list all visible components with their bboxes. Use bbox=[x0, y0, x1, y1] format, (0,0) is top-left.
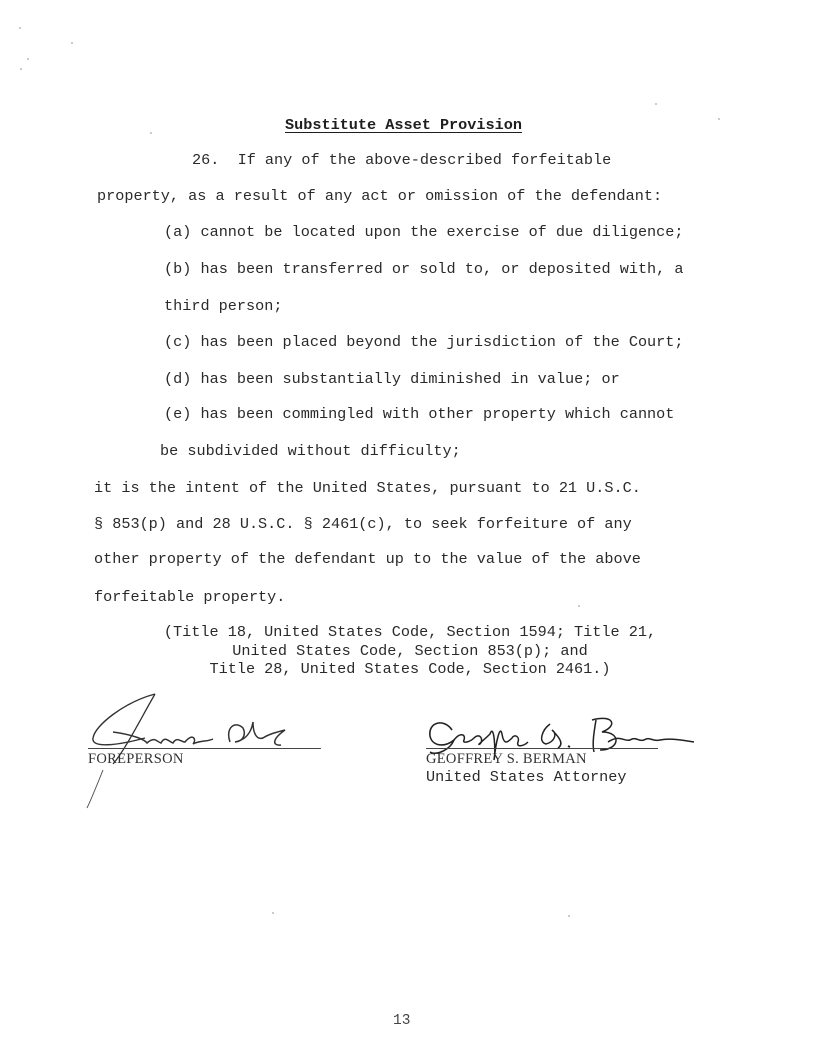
list-item-c bbox=[164, 333, 684, 351]
section-title: Substitute Asset Provision bbox=[285, 116, 522, 134]
list-item-d bbox=[164, 370, 620, 388]
list-item-e bbox=[164, 405, 674, 423]
paragraph-intro-line1 bbox=[192, 151, 611, 169]
conclusion-line: it is the intent of the United States, pursuant to 21 U.S.C. bbox=[94, 479, 641, 497]
paragraph-intro-text: If any of the above-described forfeitable bbox=[237, 151, 612, 169]
item-text: has been commingled with other property which cannot bbox=[200, 405, 675, 423]
item-text: cannot be located upon the exercise of due diligence; bbox=[200, 223, 684, 241]
foreperson-signature bbox=[85, 690, 325, 810]
conclusion-line: forfeitable property. bbox=[94, 588, 286, 606]
paragraph-number: 26. bbox=[192, 151, 220, 169]
scan-speck bbox=[150, 132, 152, 134]
item-text: has been placed beyond the jurisdiction of the Court; bbox=[200, 333, 684, 351]
page-number: 13 bbox=[393, 1013, 411, 1029]
citation-line: United States Code, Section 853(p); and bbox=[232, 641, 588, 660]
item-label: (b) bbox=[164, 260, 192, 278]
conclusion-line: other property of the defendant up to the value of the above bbox=[94, 550, 641, 568]
citation-line: Title 28, United States Code, Section 2461.) bbox=[209, 660, 611, 678]
scan-speck bbox=[655, 103, 657, 105]
foreperson-label: FOREPERSON bbox=[88, 751, 184, 767]
us-attorney-signature-line bbox=[426, 748, 658, 749]
citation-line: (Title 18, United States Code, Section 1594; Title 21, bbox=[163, 623, 657, 641]
statutory-citation bbox=[130, 623, 690, 679]
scan-speck bbox=[272, 912, 274, 914]
conclusion-line: § 853(p) and 28 U.S.C. § 2461(c), to seek forfeiture of any bbox=[94, 515, 632, 533]
scan-speck bbox=[27, 58, 29, 60]
scan-speck bbox=[568, 915, 570, 917]
item-label: (a) bbox=[164, 223, 192, 241]
list-item-b bbox=[164, 260, 684, 278]
item-text: has been substantially diminished in value; or bbox=[200, 370, 620, 388]
foreperson-signature-line bbox=[88, 748, 321, 749]
scan-speck bbox=[578, 605, 580, 607]
scan-speck bbox=[718, 118, 720, 120]
paragraph-intro-line2: property, as a result of any act or omission of the defendant: bbox=[97, 187, 663, 205]
item-label: (c) bbox=[164, 333, 192, 351]
us-attorney-name: GEOFFREY S. BERMAN bbox=[426, 751, 587, 767]
list-item-a bbox=[164, 223, 684, 241]
scan-speck bbox=[71, 42, 73, 44]
list-item-b-continued: third person; bbox=[164, 297, 283, 315]
item-text: has been transferred or sold to, or deposited with, a bbox=[200, 260, 684, 278]
scan-speck bbox=[20, 68, 22, 70]
scan-speck bbox=[19, 27, 21, 29]
list-item-e-continued: be subdivided without difficulty; bbox=[160, 442, 461, 460]
item-label: (d) bbox=[164, 370, 192, 388]
item-label: (e) bbox=[164, 405, 192, 423]
us-attorney-title: United States Attorney bbox=[426, 768, 627, 786]
